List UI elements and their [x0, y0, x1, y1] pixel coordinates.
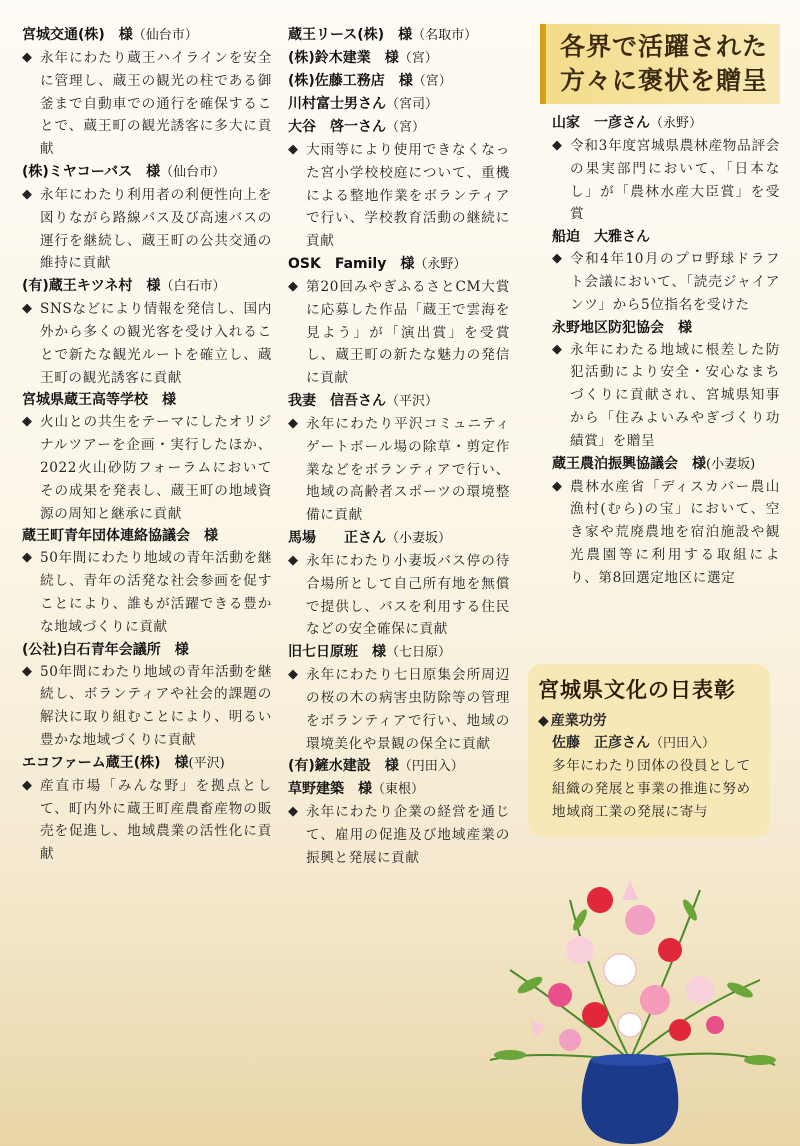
award-entry: [552, 112, 780, 226]
entry-name: [288, 641, 510, 664]
flower-bouquet-image: [470, 860, 790, 1146]
entry-description: ◆ 農林水産省「ディスカバー農山漁村(むら)の宝」において、空き家や荒廃農地を宿泊施設や観光農園等に利用する取組により、第8回選定地区に選定: [552, 476, 780, 590]
heading-line-2: 方々に褒状を贈呈: [560, 66, 769, 95]
entry-description: ◆ 50年間にわたり地域の青年活動を継続し、ボランティアや社会的課題の解決に取り組むことにより、明るい豊かな地域づくりに貢献: [22, 661, 272, 752]
column-middle: [288, 24, 510, 870]
entry-location: （仙台市）: [132, 28, 198, 43]
award-recipient: [538, 732, 758, 755]
entry-description: ◆ 永年にわたり企業の経営を通じて、雇用の促進及び地域産業の振興と発展に貢献: [288, 801, 510, 869]
entry-recipient: 大谷 啓一さん: [288, 119, 386, 135]
entry-description: ◆ 第20回みやぎふるさとCM大賞に応募した作品「蔵王で雲海を見よう」が「演出賞」を受賞し、蔵王町の新たな魅力の発信に貢献: [288, 276, 510, 390]
entry-recipient: 船迫 大雅さん: [552, 229, 650, 246]
award-entry: [288, 116, 510, 253]
entry-description: ◆ 産直市場「みんな野」を拠点として、町内外に蔵王町産農畜産物の販売を促進し、地域農業の活性化に貢献: [22, 775, 272, 866]
entry-name: [22, 24, 272, 47]
entry-location: （永野）: [414, 256, 467, 272]
entry-name: [22, 389, 272, 411]
entry-recipient: (株)ミヤコーバス 様: [22, 163, 161, 180]
entry-name: [552, 226, 780, 248]
entry-recipient: (有)鏟水建設 様: [288, 758, 399, 775]
entry-recipient: (有)蔵王キツネ村 様: [22, 278, 161, 295]
entry-name: [22, 752, 272, 775]
entry-recipient: 宮城県蔵王高等学校 様: [22, 392, 176, 409]
award-recipient-location: （円田入）: [650, 736, 716, 751]
award-entry: [22, 161, 272, 275]
entry-recipient: OSK Family 様: [288, 255, 415, 272]
entry-recipient: 我妻 信吾さん: [288, 392, 386, 409]
award-entry: [288, 93, 510, 116]
entry-recipient: 蔵王リース(株) 様: [288, 27, 413, 43]
entry-name: [288, 778, 510, 801]
vase: [582, 1060, 679, 1144]
entry-name: [552, 453, 780, 476]
column-right: [540, 24, 780, 590]
entry-location: (平沢): [188, 755, 225, 771]
entry-recipient: (公社)白石青年会議所 様: [22, 641, 189, 658]
culture-day-award-box: [528, 664, 770, 837]
award-recipient-name: 佐藤 正彦さん: [552, 735, 650, 751]
entry-name: [288, 253, 510, 276]
entry-recipient: 草野建築 様: [288, 781, 372, 798]
entry-location: （仙台市）: [160, 164, 226, 180]
award-entry: [288, 527, 510, 641]
entry-name: [22, 161, 272, 184]
entry-location: （小妻坂）: [386, 530, 452, 546]
award-entry: [288, 253, 510, 390]
entry-location: （宮）: [386, 120, 426, 135]
entry-description: ◆ 永年にわたる地域に根差した防犯活動により安全・安心なまちづくりに貢献され、宮城県知事から「住みよいみやぎづくり功績賞」を贈呈: [552, 339, 780, 453]
entry-recipient: (株)鈴木建業 様: [288, 50, 399, 66]
entry-description: ◆ 永年にわたり平沢コミュニティゲートボール場の除草・剪定作業などをボランティアで行い、地域の高齢者スポーツの環境整備に貢献: [288, 413, 510, 527]
entry-recipient: 山家 一彦さん: [552, 115, 650, 131]
award-entry: [288, 70, 510, 93]
entry-description: ◆ 令和3年度宮城県農林産物品評会の果実部門において、「日本なし」が「農林水産大臣賞」を受賞: [552, 135, 780, 226]
entry-location: （名取市）: [412, 28, 478, 43]
entry-location: (小妻坂): [706, 456, 756, 472]
heading-line-1: 各界で活躍された: [560, 32, 769, 61]
entry-name: [288, 116, 510, 139]
award-entry: [22, 525, 272, 638]
entry-recipient: 蔵王農泊振興協議会 様: [552, 455, 706, 472]
entry-description: ◆ 永年にわたり蔵王ハイラインを安全に管理し、蔵王の観光の柱である御釜まで自動車での通行を確保することで、蔵王町の観光誘客に多大に貢献: [22, 47, 272, 161]
entry-location: （永野）: [650, 116, 703, 131]
award-entry: [288, 24, 510, 47]
award-entry: [288, 641, 510, 755]
award-entry: [22, 389, 272, 525]
award-entry: [22, 275, 272, 389]
entry-name: [552, 317, 780, 339]
entry-name: [288, 47, 510, 70]
award-entry: [552, 453, 780, 590]
award-title: 宮城県文化の日表彰: [538, 677, 736, 702]
entry-location: （宮司）: [386, 97, 439, 112]
entry-location: （七日原）: [386, 645, 452, 661]
award-entry: [22, 752, 272, 866]
entry-description: ◆ 永年にわたり小妻坂バス停の待合場所として自己所有地を無償で提供し、バスを利用する住民などの安全確保に貢献: [288, 550, 510, 641]
entry-description: ◆ 50年間にわたり地域の青年活動を継続し、青年の活発な社会参画を促すことにより、誰もが活躍できる豊かな地域づくりに貢献: [22, 547, 272, 638]
award-description: 多年にわたり団体の役員として組織の発展と事業の推進に努め地域商工業の発展に寄与: [552, 758, 751, 820]
entry-description: ◆ 永年にわたり利用者の利便性向上を図りながら路線バス及び高速バスの運行を継続し、蔵王町の公共交通の維持に貢献: [22, 184, 272, 275]
entry-name: [288, 390, 510, 413]
entry-name: [22, 275, 272, 298]
entry-recipient: エコファーム蔵王(株) 様: [22, 754, 189, 771]
entry-description: ◆ 令和4年10月のプロ野球ドラフト会議において、「読売ジャイアンツ」から5位指名を受けた: [552, 248, 780, 316]
entry-location: （宮）: [412, 74, 452, 89]
award-entry: [22, 24, 272, 161]
award-entry: [22, 639, 272, 752]
entry-recipient: 旧七日原班 様: [288, 644, 386, 661]
award-entry: [288, 778, 510, 869]
award-entry: [552, 317, 780, 453]
right-entries: [540, 112, 780, 590]
award-entry: [288, 390, 510, 527]
entry-name: [22, 639, 272, 661]
entry-recipient: 蔵王町青年団体連絡協議会 様: [22, 528, 218, 545]
column-left: [22, 24, 272, 866]
entry-location: （東根）: [372, 782, 425, 798]
award-category: ◆ 産業功労: [538, 710, 758, 732]
entry-location: （宮）: [398, 51, 438, 66]
award-entry: [288, 47, 510, 70]
section-heading: [540, 24, 780, 104]
entry-recipient: 川村富士男さん: [288, 96, 386, 112]
entry-name: [288, 93, 510, 116]
entry-name: [288, 24, 510, 47]
entry-recipient: 永野地区防犯協会 様: [552, 319, 692, 336]
entry-location: （円田入）: [398, 759, 464, 775]
vase-rim: [590, 1054, 670, 1066]
entry-location: （平沢）: [386, 393, 439, 409]
award-entry: [288, 755, 510, 778]
entry-name: [288, 527, 510, 550]
entry-description: ◆ 大雨等により使用できなくなった宮小学校校庭について、重機による整地作業をボランティアで行い、学校教育活動の継続に貢献: [288, 139, 510, 253]
entry-recipient: (株)佐藤工務店 様: [288, 73, 413, 89]
entry-name: [288, 70, 510, 93]
entry-description: ◆ SNSなどにより情報を発信し、国内外から多くの観光客を受け入れることで新たな観光ルートを確立し、蔵王町の観光誘客に貢献: [22, 298, 272, 389]
entry-description: ◆ 火山との共生をテーマにしたオリジナルツアーを企画・実行したほか、2022火山砂防フォーラムにおいてその成果を発表し、蔵王町の地域資源の周知と継承に貢献: [22, 411, 272, 525]
entry-name: [22, 525, 272, 547]
entry-location: （白石市）: [160, 279, 226, 295]
entry-name: [288, 755, 510, 778]
award-entry: [552, 226, 780, 316]
entry-description: ◆ 永年にわたり七日原集会所周辺の桜の木の病害虫防除等の管理をボランティアで行い、地域の環境美化や景観の保全に貢献: [288, 664, 510, 755]
entry-recipient: 宮城交通(株) 様: [22, 27, 133, 43]
entry-name: [552, 112, 780, 135]
entry-recipient: 馬場 正さん: [288, 529, 386, 546]
